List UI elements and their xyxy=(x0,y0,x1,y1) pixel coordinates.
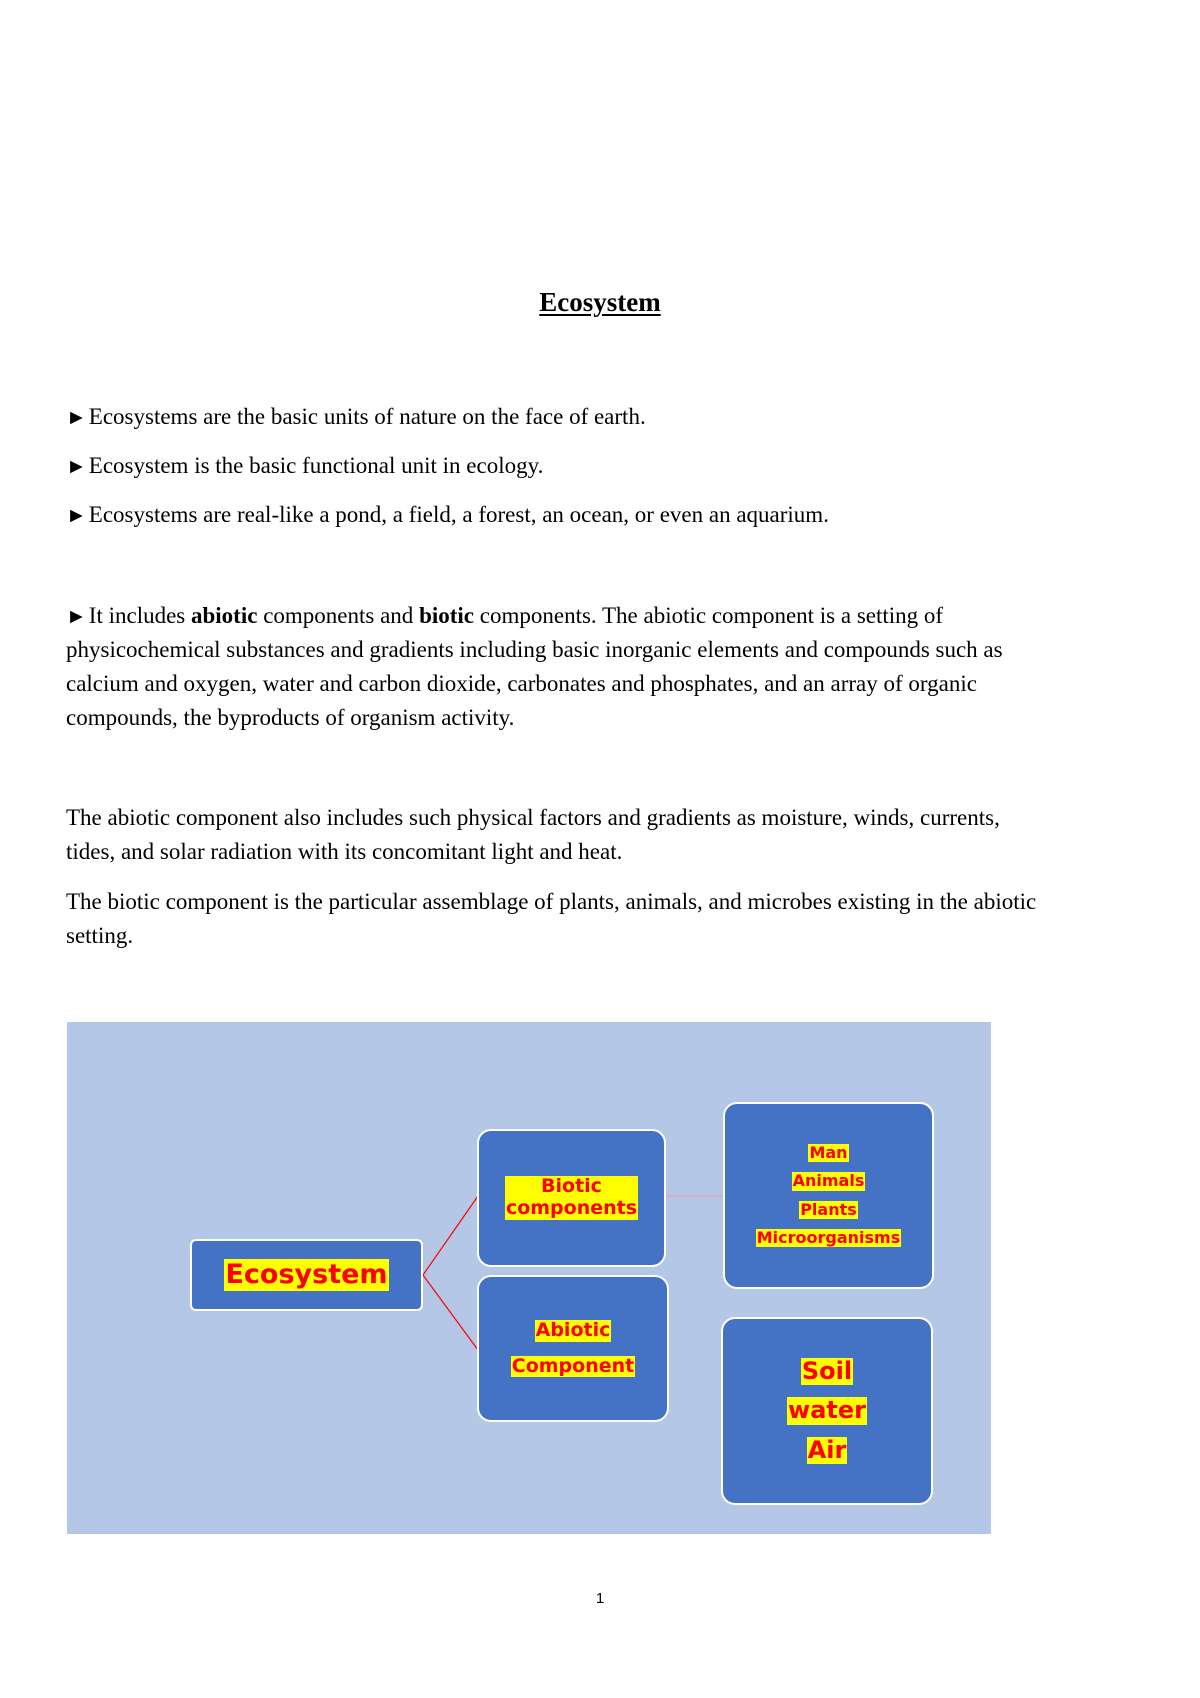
ecosystem-node xyxy=(190,1239,423,1311)
paragraph-text: It includes xyxy=(88,603,191,628)
connector-root-abiotic xyxy=(423,1275,478,1350)
bullet-arrow-icon: ► xyxy=(66,503,87,527)
bullet-text: Ecosystems are real-like a pond, a field, a forest, an ocean, or even an aquarium. xyxy=(88,502,829,527)
ecosystem-node-label: Ecosystem xyxy=(225,1259,388,1291)
biotic-item-plants: Plants xyxy=(800,1199,857,1219)
bullet-arrow-icon: ► xyxy=(66,604,87,628)
biotic-item-microorganisms: Microorganisms xyxy=(756,1227,901,1247)
ecosystem-diagram xyxy=(67,1022,991,1534)
bullet-text: Ecosystems are the basic units of nature on the face of earth. xyxy=(88,404,646,429)
abiotic-factors-paragraph: The abiotic component also includes such physical factors and gradients as moisture, winds, currents, tides, and solar radiation with its concomitant light and heat. xyxy=(66,805,1000,864)
biotic-node-label: Biotic components xyxy=(505,1175,638,1219)
abiotic-item-soil: Soil xyxy=(801,1356,853,1385)
connector-root-biotic xyxy=(423,1196,478,1275)
bullet-item xyxy=(66,449,1046,483)
biotic-item-animals: Animals xyxy=(792,1171,865,1191)
abiotic-node xyxy=(477,1275,669,1422)
biotic-item-man: Man xyxy=(809,1142,848,1162)
bullet-arrow-icon: ► xyxy=(66,454,87,478)
abiotic-items-node xyxy=(721,1317,933,1505)
abiotic-node-label: Component xyxy=(511,1354,635,1377)
biotic-node xyxy=(477,1129,666,1267)
page-title: Ecosystem xyxy=(539,287,661,317)
bullet-item xyxy=(66,400,1046,434)
bullet-arrow-icon: ► xyxy=(66,405,87,429)
abiotic-term: abiotic xyxy=(191,603,258,628)
bullet-item xyxy=(66,498,1046,532)
abiotic-item-air: Air xyxy=(807,1435,847,1464)
page-number: 1 xyxy=(595,1590,605,1607)
biotic-term: biotic xyxy=(419,603,475,628)
abiotic-node-label: Abiotic xyxy=(535,1318,611,1341)
biotic-items-node xyxy=(723,1102,934,1289)
abiotic-item-water: water xyxy=(788,1396,866,1425)
biotic-paragraph: The biotic component is the particular assemblage of plants, animals, and microbes existing in the abiotic setting. xyxy=(66,889,1037,948)
paragraph-text: components and xyxy=(257,603,420,628)
bullet-text: Ecosystem is the basic functional unit in ecology. xyxy=(88,453,544,478)
paragraph-text: components. The abiotic component is a setting of physicochemical substances and gradients including basic inorganic elements and compounds such as calcium and oxygen, water and carbon dioxide, carbonates and phosphates, and an array of organic compounds, the byproducts of organism activity. xyxy=(66,603,1003,730)
components-paragraph xyxy=(66,599,1046,735)
